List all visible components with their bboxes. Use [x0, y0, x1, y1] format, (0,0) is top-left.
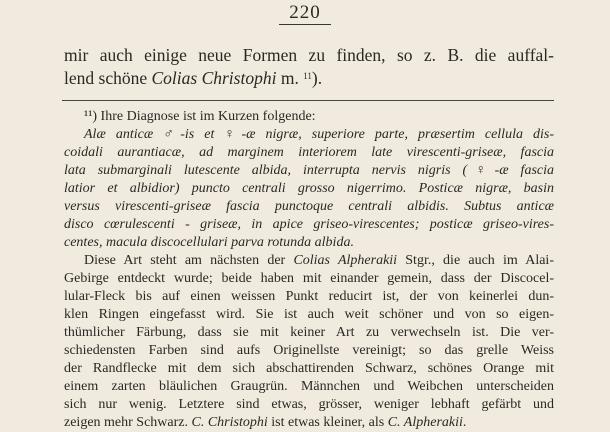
species-name-colias-christophi: Colias Christophi	[151, 68, 277, 88]
latin-diagnosis-line-1: Alæ anticæ ♂-is et ♀-æ nigræ, superiore parte, præsertim cellula dis-	[84, 127, 554, 142]
german-line-7: einem zarten bläulichen Graugrün. Männchen und Weibchen unterscheiden	[64, 379, 554, 394]
footnote-head: ¹¹) Ihre Diagnose ist im Kurzen folgende:	[84, 109, 316, 124]
page-number: 220	[289, 2, 321, 23]
german-line-6: der Randflecke mit dem sich abschattirenden Schwarz, schönes Orange mit	[64, 361, 554, 376]
german-intro-post: Stgr., die auch im Alai-	[397, 253, 554, 268]
footnote	[64, 108, 554, 432]
page-number-rule	[279, 24, 331, 25]
german-line-last	[64, 414, 554, 432]
german-last-mid: ist etwas kleiner, als	[267, 415, 388, 430]
german-last-pre: zeigen mehr Schwarz.	[64, 415, 192, 430]
german-line-intro	[64, 252, 554, 270]
german-line-4: thümlicher Färbung, dass sie mit keiner Art zu verwechseln ist. Die ver-	[64, 325, 554, 340]
german-line-2: lular-Fleck bis auf einen weissen Punkt reducirt ist, der von keinerlei dun-	[64, 289, 554, 304]
species-name-colias-alpherakii: Colias Alpherakii	[293, 253, 398, 268]
species-abbrev-c-christophi: C. Christophi	[191, 415, 268, 430]
german-last-end: .	[462, 415, 467, 430]
main-line-2-post: m.	[276, 68, 304, 88]
german-intro-pre: Diese Art steht am nächsten der	[84, 253, 294, 268]
latin-diagnosis-line-2: coidali aurantiacæ, ad marginem interiorem late virescenti-griseæ, fascia	[64, 145, 554, 160]
german-line-3: klen Ringen eingefasst wird. Sie ist auch weit schöner und von so eigen-	[64, 307, 554, 322]
main-paragraph	[64, 44, 554, 90]
main-line-2-end: ).	[311, 68, 323, 88]
latin-diagnosis-line-6: disco cœrulescenti - griseæ, in apice griseo-virescentes; posticæ griseo-vires-	[64, 217, 554, 232]
species-abbrev-c-alpherakii: C. Alpherakii	[387, 415, 463, 430]
footnote-separator	[62, 100, 554, 101]
latin-diagnosis-line-3: lata submarginali lutescente albida, interrupta nervis nigris (♀-æ fascia	[64, 163, 554, 178]
latin-diagnosis-line-5: versus virescenti-griseæ fascia punctoque centrali albidis. Subtus anticæ	[64, 199, 554, 214]
footnote-reference: 11	[303, 71, 312, 81]
main-line-2-pre: lend schöne	[64, 68, 152, 88]
main-line-1: mir auch einige neue Formen zu finden, so z. B. die auffal-	[64, 45, 554, 65]
german-line-8: sich nur wenig. Letztere sind etwas, grösser, weniger lebhaft gefärbt und	[64, 397, 554, 412]
main-line-2	[64, 67, 554, 90]
latin-diagnosis-line-4: latior et albidior) puncto centrali grosso nigerrimo. Posticæ nigræ, basin	[64, 181, 554, 196]
latin-diagnosis-line-7: centes, macula discocellulari parva rotunda albida.	[64, 235, 354, 250]
german-line-5: schiedensten Farben sind aufs Originellste vereinigt; so das grelle Weiss	[64, 343, 554, 358]
german-line-1: Gebirge entdeckt wurde; beide haben mit einander gemein, dass der Discocel-	[64, 271, 554, 286]
